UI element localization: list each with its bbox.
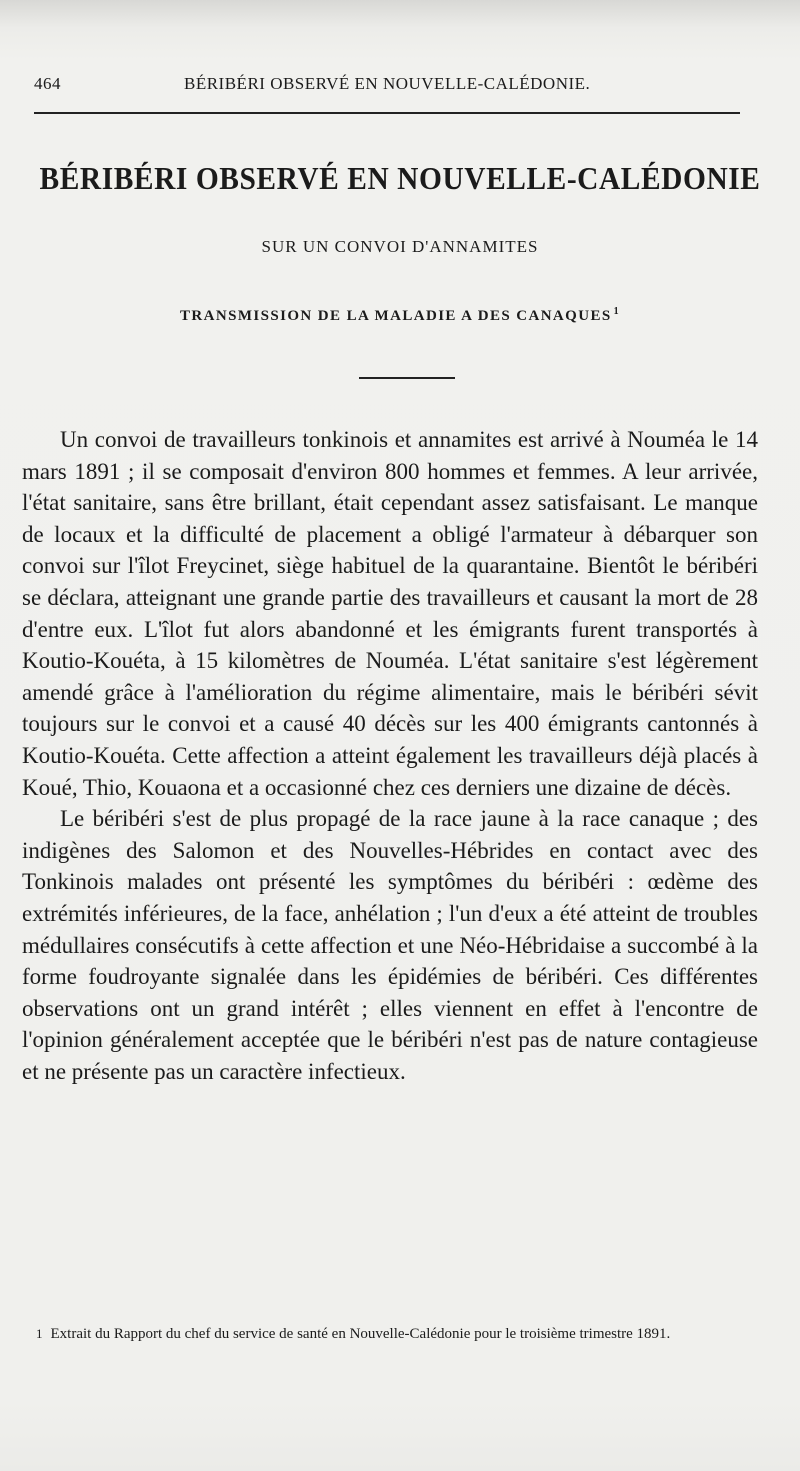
article-body [22,424,758,1087]
footnote [22,1322,758,1346]
subsubtitle-text: TRANSMISSION DE LA MALADIE A DES CANAQUES [179,308,612,324]
paragraph-1: Un convoi de travailleurs tonkinois et annamites est arrivé à Nouméa le 14 mars 1891 ; il se composait d'environ 800 hommes et femmes. A leur arrivée, l'état sanitaire, sans être brillant, était cependant assez satisfaisant. Le manque de locaux et la difficulté de placement a obligé l'armateur à débarquer son convoi sur l'îlot Freycinet, siège habituel de la quarantaine. Bientôt le béribéri se déclara, atteignant une grande partie des travailleurs et causant la mort de 28 d'entre eux. L'îlot fut alors abandonné et les émigrants furent transportés à Koutio-Kouéta, à 15 kilomètres de Nouméa. L'état sanitaire s'est légèrement amendé grâce à l'amélioration du régime alimentaire, mais le béribéri sévit toujours sur le convoi et a causé 40 décès sur les 400 émigrants cantonnés à Koutio-Kouéta. Cette affection a atteint également les travailleurs déjà placés à Koué, Thio, Kouaona et a occasionné chez ces derniers une dizaine de décès. [22,427,758,800]
footnote-reference: 1 [613,306,621,317]
title-separator-rule [359,377,455,379]
footnote-text: Extrait du Rapport du chef du service de santé en Nouvelle-Calédonie pour le troisième trimestre 1891. [50,1326,671,1342]
running-title: BÉRIBÉRI OBSERVÉ EN NOUVELLE-CALÉDONIE. [184,74,591,93]
footnote-number: 1 [36,1326,43,1341]
article-subsubtitle [0,306,800,325]
running-head [34,74,744,100]
page-number: 464 [34,74,61,93]
header-rule [34,112,740,114]
article-subtitle: SUR UN CONVOI D'ANNAMITES [261,237,539,256]
article-title: BÉRIBÉRI OBSERVÉ EN NOUVELLE-CALÉDONIE [39,160,761,196]
paragraph-2: Le béribéri s'est de plus propagé de la race jaune à la race canaque ; des indigènes des Salomon et des Nouvelles-Hébrides en contact avec des Tonkinois malades ont présenté les symptômes du béribéri : œdème des extrémités inférieures, de la face, anhélation ; l'un d'eux a été atteint de troubles médullaires consécutifs à cette affection et une Néo-Hébridaise a succombé à la forme foudroyante signalée dans les épidémies de béribéri. Ces différentes observations ont un grand intérêt ; elles viennent en effet à l'encontre de l'opinion généralement acceptée que le béribéri n'est pas de nature contagieuse et ne présente pas un caractère infectieux. [22,806,758,1084]
